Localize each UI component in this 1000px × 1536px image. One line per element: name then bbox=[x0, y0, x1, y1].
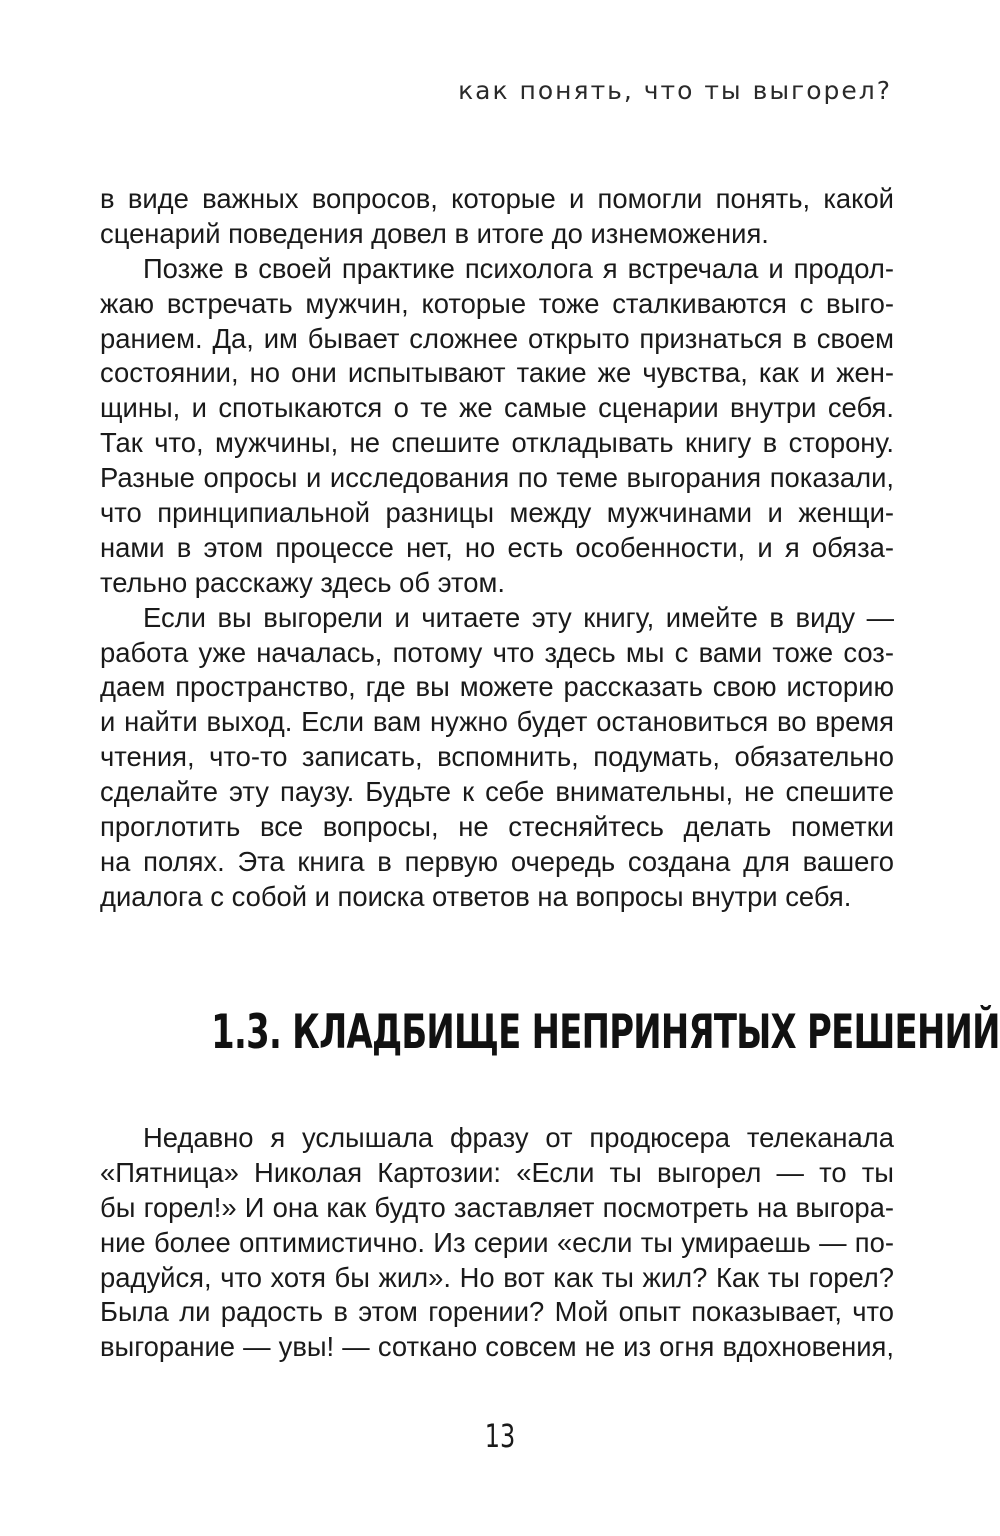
text-line: Позже в своей практике психолога я встречала и продол- bbox=[143, 252, 894, 284]
body-text-block-2 bbox=[100, 1121, 894, 1365]
text-line: даем пространство, где вы можете рассказать свою историю bbox=[100, 671, 894, 703]
section-heading: 1.3. КЛАДБИЩЕ НЕПРИНЯТЫХ РЕШЕНИЙ bbox=[211, 1005, 1000, 1060]
text-line: щины, и спотыкаются о те же самые сценарии внутри себя. bbox=[100, 392, 894, 424]
text-line: Разные опросы и исследования по теме выгорания показали, bbox=[100, 462, 894, 494]
text-line: «Пятница» Николая Картозии: «Если ты выгорел — то ты bbox=[100, 1156, 894, 1188]
text-line: работа уже началась, потому что здесь мы с вами тоже соз- bbox=[100, 636, 894, 668]
text-line: выгорание — увы! — соткано совсем не из огня вдохновения, bbox=[100, 1331, 894, 1363]
text-line: радуйся, что хотя бы жил». Но вот как ты жил? Как ты горел? bbox=[100, 1261, 894, 1293]
text-line: диалога с собой и поиска ответов на вопросы внутри себя. bbox=[100, 880, 852, 912]
running-head: как понять, что ты выгорел? bbox=[458, 76, 892, 105]
text-line: Недавно я услышала фразу от продюсера телеканала bbox=[143, 1122, 894, 1153]
text-line: на полях. Эта книга в первую очередь создана для вашего bbox=[100, 845, 894, 877]
text-line: тельно расскажу здесь об этом. bbox=[100, 566, 505, 598]
text-line: и найти выход. Если вам нужно будет остановиться во время bbox=[100, 706, 894, 738]
page-number: 13 bbox=[484, 1417, 516, 1455]
text-line: бы горел!» И она как будто заставляет посмотреть на выгора- bbox=[100, 1191, 894, 1223]
text-line: сделайте эту паузу. Будьте к себе внимательны, не спешите bbox=[100, 776, 894, 808]
text-line: сценарий поведения довел в итоге до изнеможения. bbox=[100, 217, 769, 249]
text-line: состоянии, но они испытывают такие же чувства, как и жен- bbox=[100, 357, 894, 389]
text-line: Была ли радость в этом горении? Мой опыт показывает, что bbox=[100, 1296, 894, 1328]
text-line: ранием. Да, им бывает сложнее открыто признаться в своем bbox=[100, 322, 894, 354]
text-line: нами в этом процессе нет, но есть особенности, и я обяза- bbox=[100, 531, 894, 563]
text-line: ние более оптимистично. Из серии «если ты умираешь — по- bbox=[100, 1226, 894, 1258]
body-text-block-1 bbox=[100, 182, 894, 915]
text-line: проглотить все вопросы, не стесняйтесь делать пометки bbox=[100, 811, 894, 843]
text-line: что принципиальной разницы между мужчинами и женщи- bbox=[100, 497, 894, 529]
text-line: жаю встречать мужчин, которые тоже сталкиваются с выго- bbox=[100, 287, 894, 319]
text-line: чтения, что-то записать, вспомнить, подумать, обязательно bbox=[100, 741, 894, 773]
text-line: в виде важных вопросов, которые и помогли понять, какой bbox=[100, 183, 894, 214]
text-line: Если вы выгорели и читаете эту книгу, имейте в виду — bbox=[143, 601, 894, 633]
text-line: Так что, мужчины, не спешите откладывать книгу в сторону. bbox=[100, 427, 894, 459]
